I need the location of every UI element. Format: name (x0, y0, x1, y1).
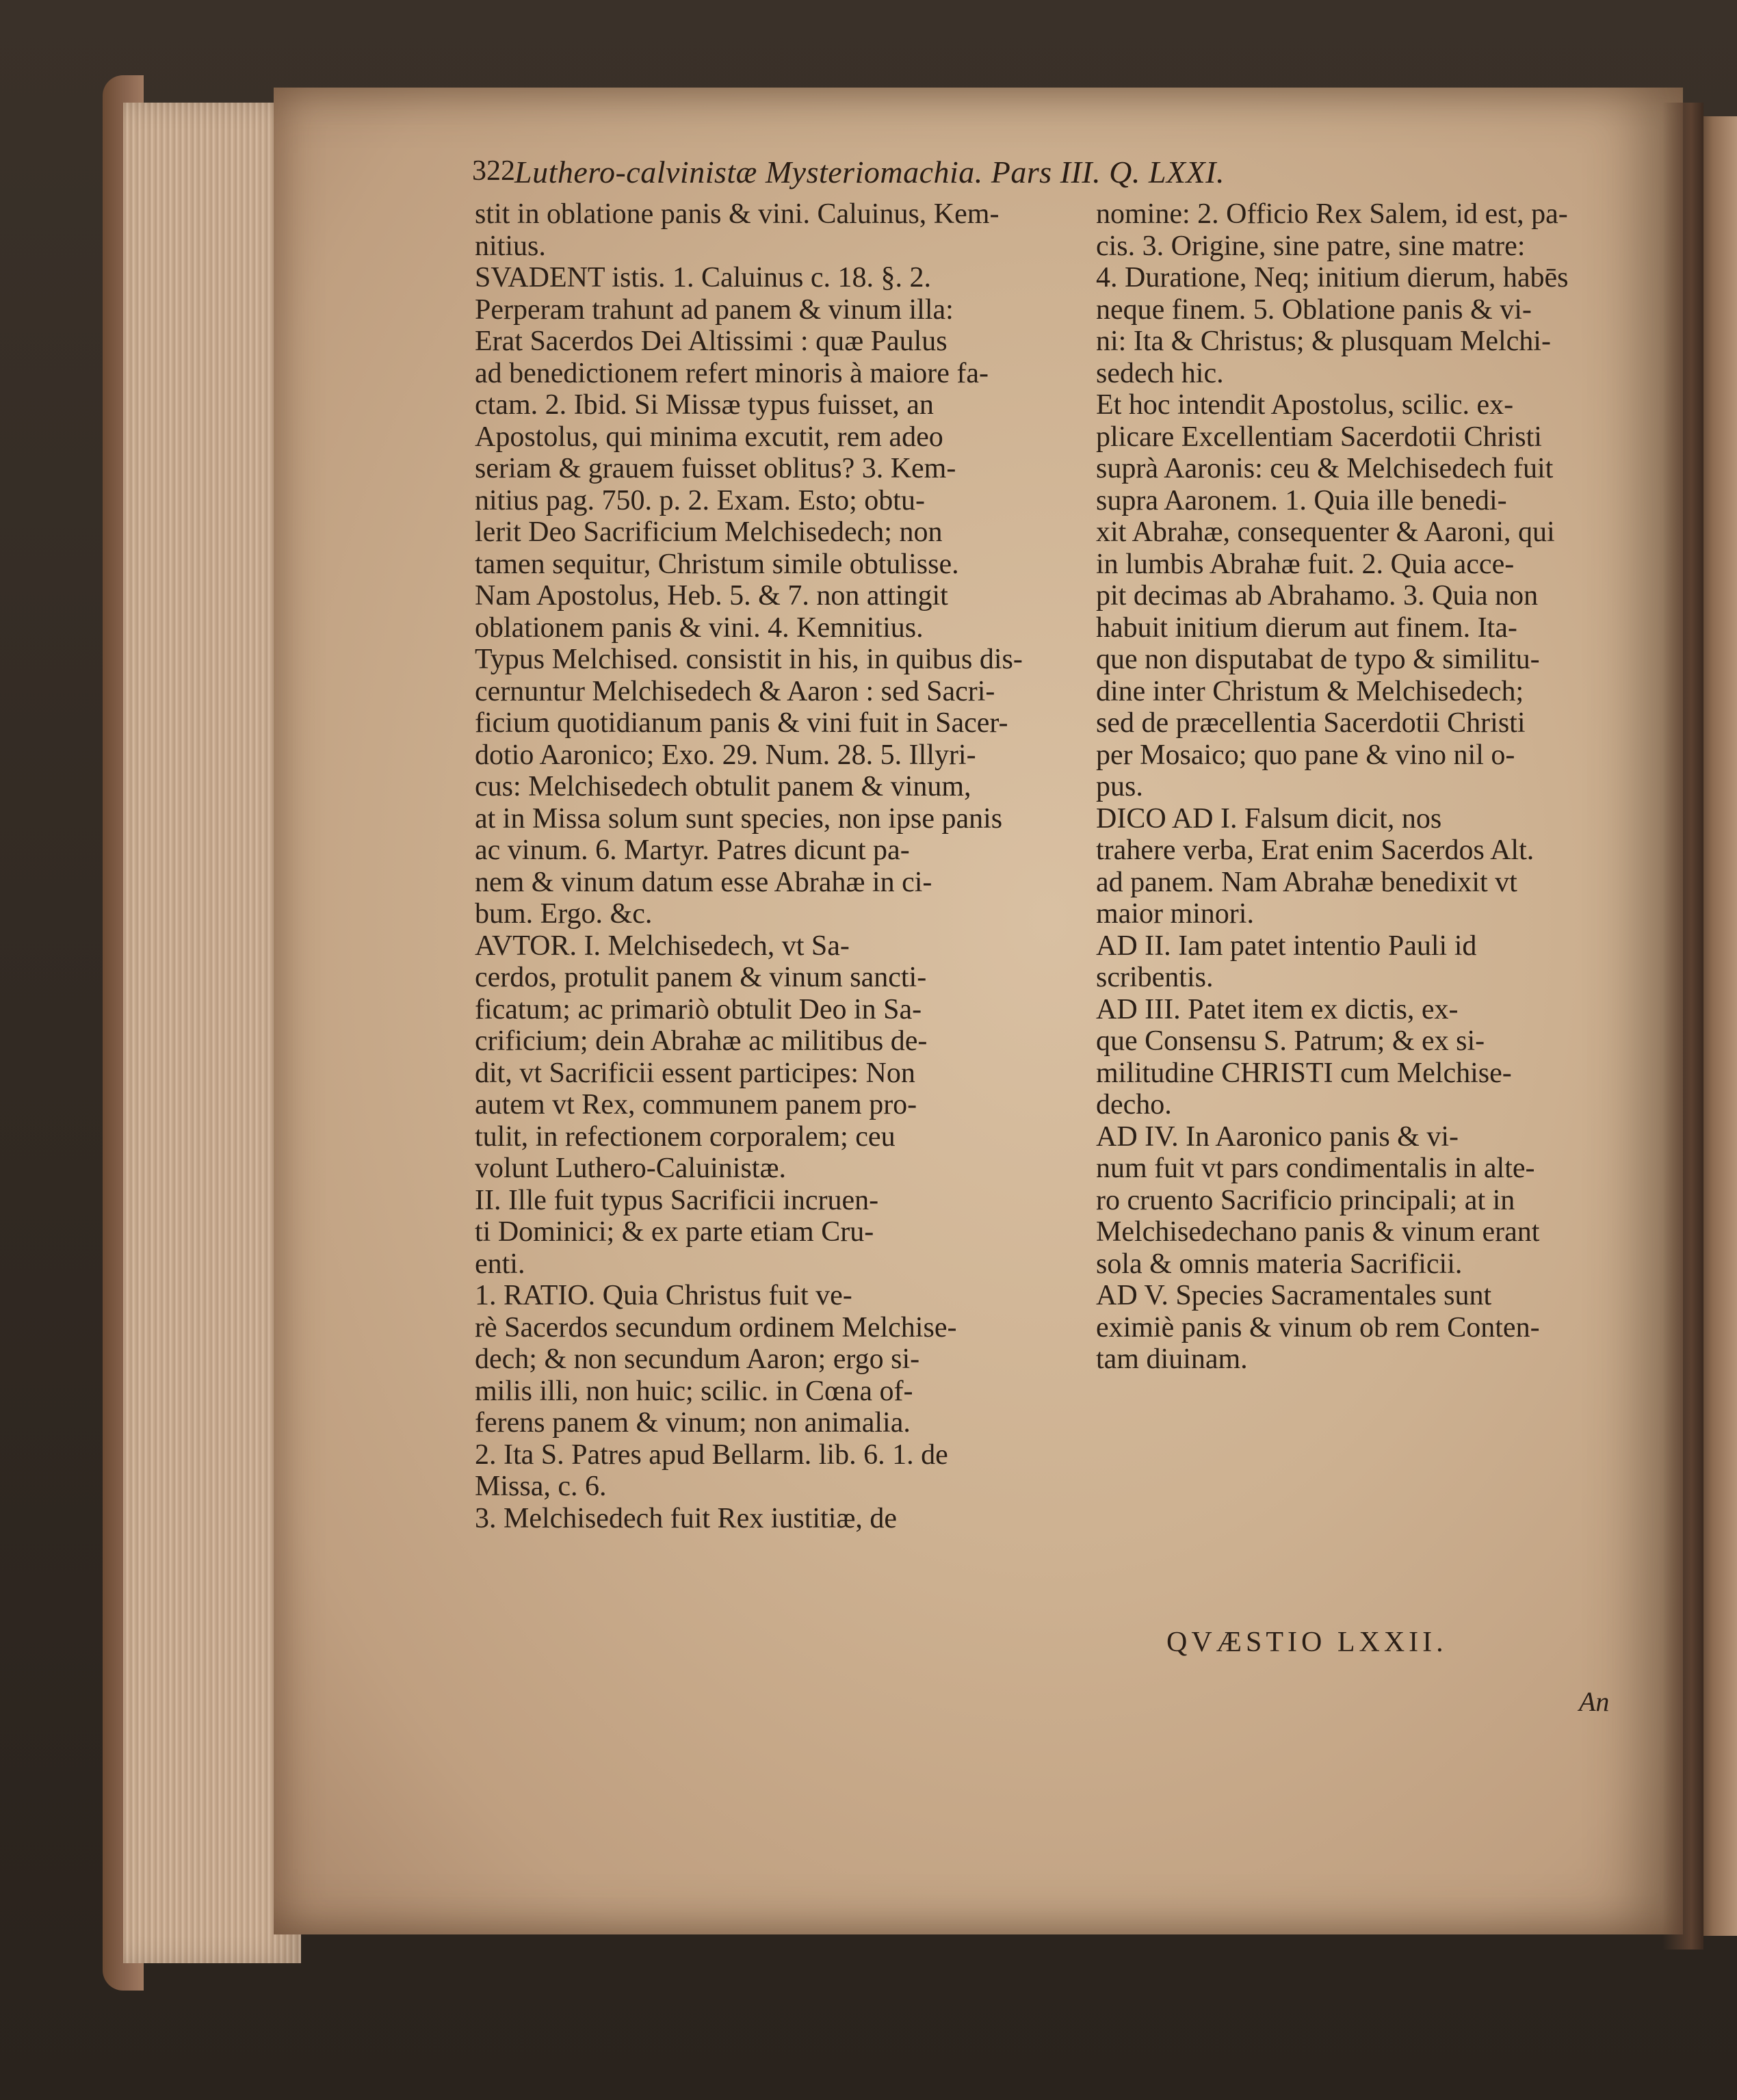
page-gutter (1662, 103, 1703, 1950)
text-line: Typus Melchised. consistit in his, in quibus dis- (475, 644, 1023, 675)
text-line: DICO AD I. Falsum dicit, nos (1096, 802, 1442, 835)
question-title: QVÆSTIO LXXII. (1166, 1627, 1448, 1658)
text-line: cernuntur Melchisedech & Aaron : sed Sacri- (475, 675, 995, 707)
text-line: nomine: 2. Officio Rex Salem, id est, pa- (1096, 198, 1568, 230)
text-line: pit decimas ab Abrahamo. 3. Quia non (1096, 580, 1539, 612)
text-line: dotio Aaronico; Exo. 29. Num. 28. 5. Illyri- (475, 739, 976, 771)
text-line: maior minori. (1096, 898, 1254, 930)
text-line: xit Abrahæ, consequenter & Aaroni, qui (1096, 516, 1555, 548)
text-line: AD III. Patet item ex dictis, ex- (1096, 993, 1459, 1025)
text-line: volunt Luthero-Caluinistæ. (475, 1153, 786, 1184)
text-line: scribentis. (1096, 962, 1214, 993)
right-text-column (1096, 198, 1651, 1376)
text-line: at in Missa solum sunt species, non ipse panis (475, 802, 1003, 835)
text-line: II. Ille fuit typus Sacrificii incruen- (475, 1184, 879, 1216)
text-line: oblationem panis & vini. 4. Kemnitius. (475, 612, 924, 644)
text-line: AVTOR. I. Melchisedech, vt Sa- (475, 930, 850, 962)
text-line: nitius pag. 750. p. 2. Exam. Esto; obtu- (475, 484, 925, 516)
text-line: rè Sacerdos secundum ordinem Melchise- (475, 1311, 957, 1343)
text-line: Et hoc intendit Apostolus, scilic. ex- (1096, 389, 1514, 421)
text-line: sedech hic. (1096, 357, 1224, 389)
text-line: SVADENT istis. 1. Caluinus c. 18. §. 2. (475, 262, 931, 293)
text-line: ti Dominici; & ex parte etiam Cru- (475, 1216, 874, 1248)
text-line: eximiè panis & vinum ob rem Conten- (1096, 1311, 1540, 1343)
text-line: suprà Aaronis: ceu & Melchisedech fuit (1096, 453, 1554, 484)
catchword: An (1579, 1686, 1610, 1717)
text-line: dech; & non secundum Aaron; ergo si- (475, 1343, 920, 1375)
text-line: trahere verba, Erat enim Sacerdos Alt. (1096, 835, 1534, 866)
text-line: nitius. (475, 230, 546, 262)
text-line: ni: Ita & Christus; & plusquam Melchi- (1096, 326, 1551, 357)
text-line: pus. (1096, 771, 1143, 802)
text-line: decho. (1096, 1089, 1172, 1120)
text-line: autem vt Rex, communem panem pro- (475, 1089, 917, 1120)
text-line: militudine CHRISTI cum Melchise- (1096, 1057, 1512, 1089)
text-line: ficium quotidianum panis & vini fuit in Sacer- (475, 707, 1008, 739)
text-line: dine inter Christum & Melchisedech; (1096, 675, 1524, 707)
text-line: tam diuinam. (1096, 1343, 1248, 1375)
text-line: 2. Ita S. Patres apud Bellarm. lib. 6. 1. de (475, 1439, 948, 1471)
text-line: ro cruento Sacrificio principali; at in (1096, 1184, 1515, 1216)
text-line: in lumbis Abrahæ fuit. 2. Quia acce- (1096, 548, 1515, 580)
text-line: num fuit vt pars condimentalis in alte- (1096, 1153, 1535, 1184)
text-line: cis. 3. Origine, sine patre, sine matre: (1096, 230, 1526, 262)
text-line: plicare Excellentiam Sacerdotii Christi (1096, 421, 1542, 453)
text-line: 4. Duratione, Neq; initium dierum, habēs (1096, 262, 1569, 293)
text-line: 1. RATIO. Quia Christus fuit ve- (475, 1280, 852, 1311)
text-line: bum. Ergo. &c. (475, 898, 653, 930)
text-line: que non disputabat de typo & similitu- (1096, 644, 1540, 675)
text-line: AD V. Species Sacramentales sunt (1096, 1280, 1492, 1311)
text-line: tamen sequitur, Christum simile obtulisse. (475, 548, 959, 580)
text-line: Nam Apostolus, Heb. 5. & 7. non attingit (475, 580, 948, 612)
text-line: AD II. Iam patet intentio Pauli id (1096, 930, 1477, 962)
text-line: neque finem. 5. Oblatione panis & vi- (1096, 293, 1532, 326)
text-line: ad panem. Nam Abrahæ benedixit vt (1096, 866, 1517, 898)
text-line: AD IV. In Aaronico panis & vi- (1096, 1120, 1459, 1153)
text-line: Erat Sacerdos Dei Altissimi : quæ Paulus (475, 326, 948, 357)
text-line: 3. Melchisedech fuit Rex iustitiæ, de (475, 1502, 898, 1534)
text-line: stit in oblatione panis & vini. Caluinus, Kem- (475, 198, 1000, 230)
text-line: nem & vinum datum esse Abrahæ in ci- (475, 866, 932, 898)
text-line: sed de præcellentia Sacerdotii Christi (1096, 707, 1526, 739)
text-line: dit, vt Sacrificii essent participes: Non (475, 1057, 915, 1089)
text-line: que Consensu S. Patrum; & ex si- (1096, 1025, 1485, 1057)
text-line: ac vinum. 6. Martyr. Patres dicunt pa- (475, 835, 910, 866)
left-text-column (475, 198, 1089, 1534)
text-line: sola & omnis materia Sacrificii. (1096, 1248, 1463, 1280)
text-line: Melchisedechano panis & vinum erant (1096, 1216, 1540, 1248)
text-line: cus: Melchisedech obtulit panem & vinum, (475, 771, 971, 802)
text-line: cerdos, protulit panem & vinum sancti- (475, 962, 927, 993)
text-line: ferens panem & vinum; non animalia. (475, 1407, 911, 1439)
text-line: ad benedictionem refert minoris à maiore fa- (475, 357, 989, 389)
text-line: per Mosaico; quo pane & vino nil o- (1096, 739, 1515, 771)
text-line: crificium; dein Abrahæ ac militibus de- (475, 1025, 928, 1057)
text-line: Missa, c. 6. (475, 1471, 607, 1502)
text-line: milis illi, non huic; scilic. in Cœna of- (475, 1375, 913, 1407)
text-line: ctam. 2. Ibid. Si Missæ typus fuisset, an (475, 389, 934, 421)
text-line: enti. (475, 1248, 525, 1280)
text-line: seriam & grauem fuisset oblitus? 3. Kem- (475, 453, 956, 484)
text-line: tulit, in refectionem corporalem; ceu (475, 1120, 896, 1153)
text-line: lerit Deo Sacrificium Melchisedech; non (475, 516, 943, 548)
page-number: 322 (472, 155, 515, 187)
running-title: Luthero-calvinistæ Mysteriomachia. Pars III. Q. LXXI. (514, 155, 1225, 189)
text-line: habuit initium dierum aut finem. Ita- (1096, 612, 1517, 644)
text-line: supra Aaronem. 1. Quia ille benedi- (1096, 484, 1507, 516)
text-line: Perperam trahunt ad panem & vinum illa: (475, 293, 954, 326)
text-line: Apostolus, qui minima excutit, rem adeo (475, 421, 943, 453)
text-line: ficatum; ac primariò obtulit Deo in Sa- (475, 993, 922, 1025)
